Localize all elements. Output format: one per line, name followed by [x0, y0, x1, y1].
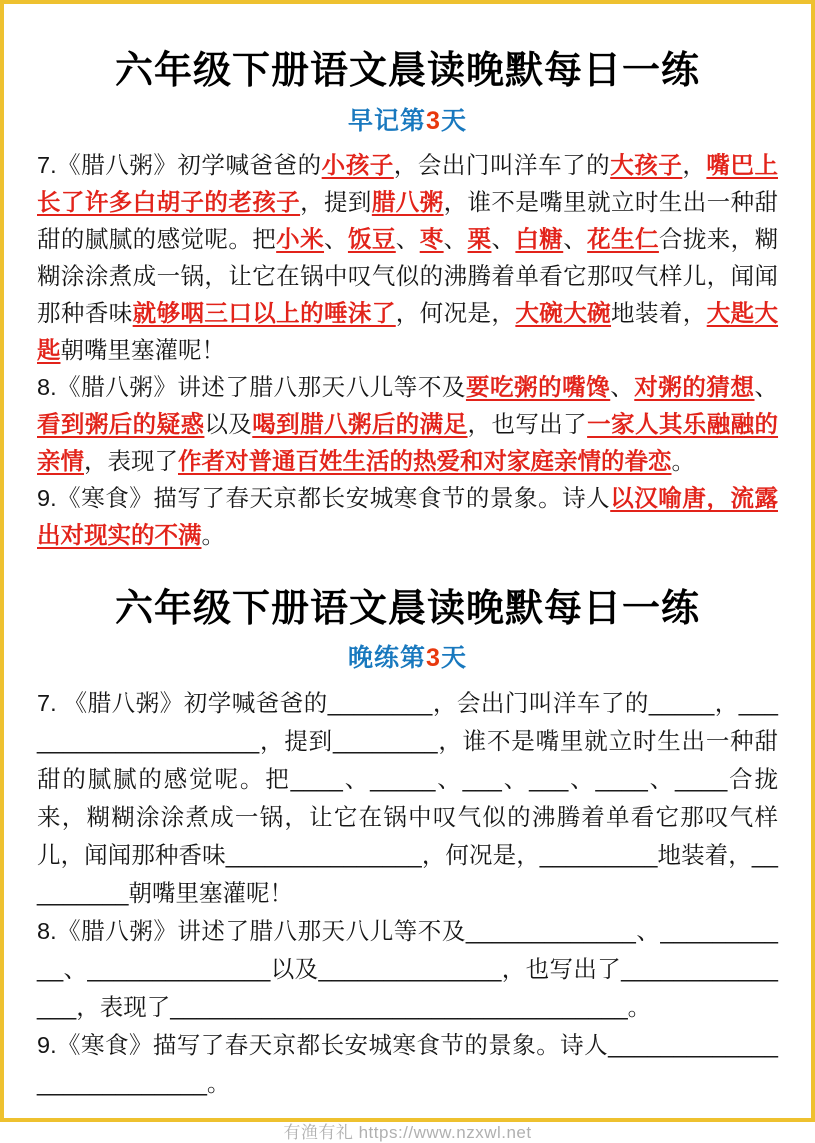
text-run: ，: [682, 151, 707, 178]
text-run: 。: [201, 521, 225, 548]
highlighted-answer: 以汉喻唐，流露出对现实的不满: [37, 484, 778, 548]
highlighted-answer: 嘴巴上长了许多白胡子的老孩子: [37, 151, 778, 215]
text-run: 8.《腊八粥》讲述了腊八那天八儿等不及_____________、___________、______________以及______________，也写出了_______________，表现了___________________________________。: [37, 918, 778, 1021]
highlighted-answer: 小米: [276, 225, 325, 252]
highlighted-answer: 枣: [419, 225, 444, 252]
evening-day-number: 3: [426, 644, 441, 673]
paragraph: [37, 684, 778, 912]
text-run: 、: [754, 373, 778, 400]
text-run: ，会出门叫洋车了的: [393, 151, 611, 178]
evening-subtitle-suffix: 天: [440, 644, 467, 673]
paragraph: [37, 147, 778, 369]
paragraph: [37, 1026, 778, 1102]
text-run: ，谁不是嘴里就立时生出一种甜甜的腻腻的感觉呢。把: [37, 188, 779, 252]
highlighted-answer: 看到粥后的疑惑: [37, 410, 205, 437]
highlighted-answer: 要吃粥的嘴馋: [465, 373, 611, 400]
highlighted-answer: 小孩子: [321, 151, 394, 178]
text-run: 、: [563, 225, 588, 252]
evening-subtitle-prefix: 晚练第: [348, 644, 427, 673]
text-run: 7. 《腊八粥》初学喊爸爸的________，会出门叫洋车了的_____，____________________，提到________，谁不是嘴里就立时生出一种甜甜的腻腻的感觉呢。把____、_____、___、___、____、____合拢来，糊糊涂涂煮成一锅，让它在锅中叹气似的沸腾着单看它那叹气样儿，闻闻那种香味_______________，何况是，_________地装着，_________朝嘴里塞灌呢！: [37, 690, 778, 907]
highlighted-answer: 就够咽三口以上的唾沫了: [132, 299, 396, 326]
morning-title: 六年级下册语文晨读晚默每日一练: [114, 47, 700, 92]
text-run: 、: [324, 225, 348, 252]
highlighted-answer: 花生仁: [587, 225, 659, 252]
text-run: 合拢来，糊糊涂涂煮成一锅，让它在锅中叹气似的沸腾着单看它那叹气样儿，闻闻那种香味: [37, 225, 779, 326]
text-run: 地装着，: [611, 299, 707, 326]
morning-section: [37, 10, 778, 554]
text-run: 、: [491, 225, 516, 252]
highlighted-answer: 大孩子: [610, 151, 683, 178]
highlighted-answer: 栗: [467, 225, 492, 252]
text-run: 朝嘴里塞灌呢！: [60, 336, 225, 363]
morning-subtitle-prefix: 早记第: [348, 106, 427, 135]
highlighted-answer: 饭豆: [347, 225, 396, 252]
text-run: 。: [671, 447, 695, 474]
text-run: ，何况是，: [395, 299, 516, 326]
evening-subtitle: [37, 638, 778, 674]
text-run: 、: [610, 373, 635, 400]
text-run: 7.《腊八粥》初学喊爸爸的: [37, 151, 322, 178]
page-footer: 有渔有礼 https://www.nzxwl.net: [283, 1123, 532, 1143]
highlighted-answer: 作者对普通百姓生活的热爱和对家庭亲情的眷恋: [178, 447, 672, 474]
highlighted-answer: 腊八粥: [371, 188, 444, 215]
highlighted-answer: 大匙大匙: [37, 299, 779, 363]
text-run: 9.《寒食》描写了春天京都长安城寒食节的景象。诗人__________________________。: [37, 1032, 778, 1097]
evening-title: 六年级下册语文晨读晚默每日一练: [114, 584, 700, 630]
highlighted-answer: 喝到腊八粥后的满足: [252, 410, 468, 437]
morning-subtitle: [37, 101, 778, 137]
evening-section: [37, 554, 778, 1103]
paragraph: [37, 480, 778, 554]
text-run: ，也写出了: [467, 410, 588, 437]
highlighted-answer: 白糖: [515, 225, 564, 252]
evening-paragraphs: [37, 684, 778, 1102]
text-run: 、: [443, 225, 468, 252]
text-run: 以及: [204, 410, 253, 437]
highlighted-answer: 大碗大碗: [515, 299, 612, 326]
morning-subtitle-suffix: 天: [440, 106, 467, 135]
morning-day-number: 3: [426, 106, 441, 135]
text-run: 、: [395, 225, 420, 252]
text-run: ，提到: [300, 188, 372, 215]
highlighted-answer: 一家人其乐融融的亲情: [37, 410, 779, 474]
text-run: 9.《寒食》描写了春天京都长安城寒食节的景象。诗人: [37, 484, 611, 511]
text-run: 8.《腊八粥》讲述了腊八那天八儿等不及: [37, 373, 466, 400]
morning-paragraphs: [37, 147, 778, 554]
paragraph: [37, 912, 778, 1026]
highlighted-answer: 对粥的猜想: [634, 373, 755, 400]
paragraph: [37, 369, 778, 480]
text-run: ，表现了: [84, 447, 178, 474]
